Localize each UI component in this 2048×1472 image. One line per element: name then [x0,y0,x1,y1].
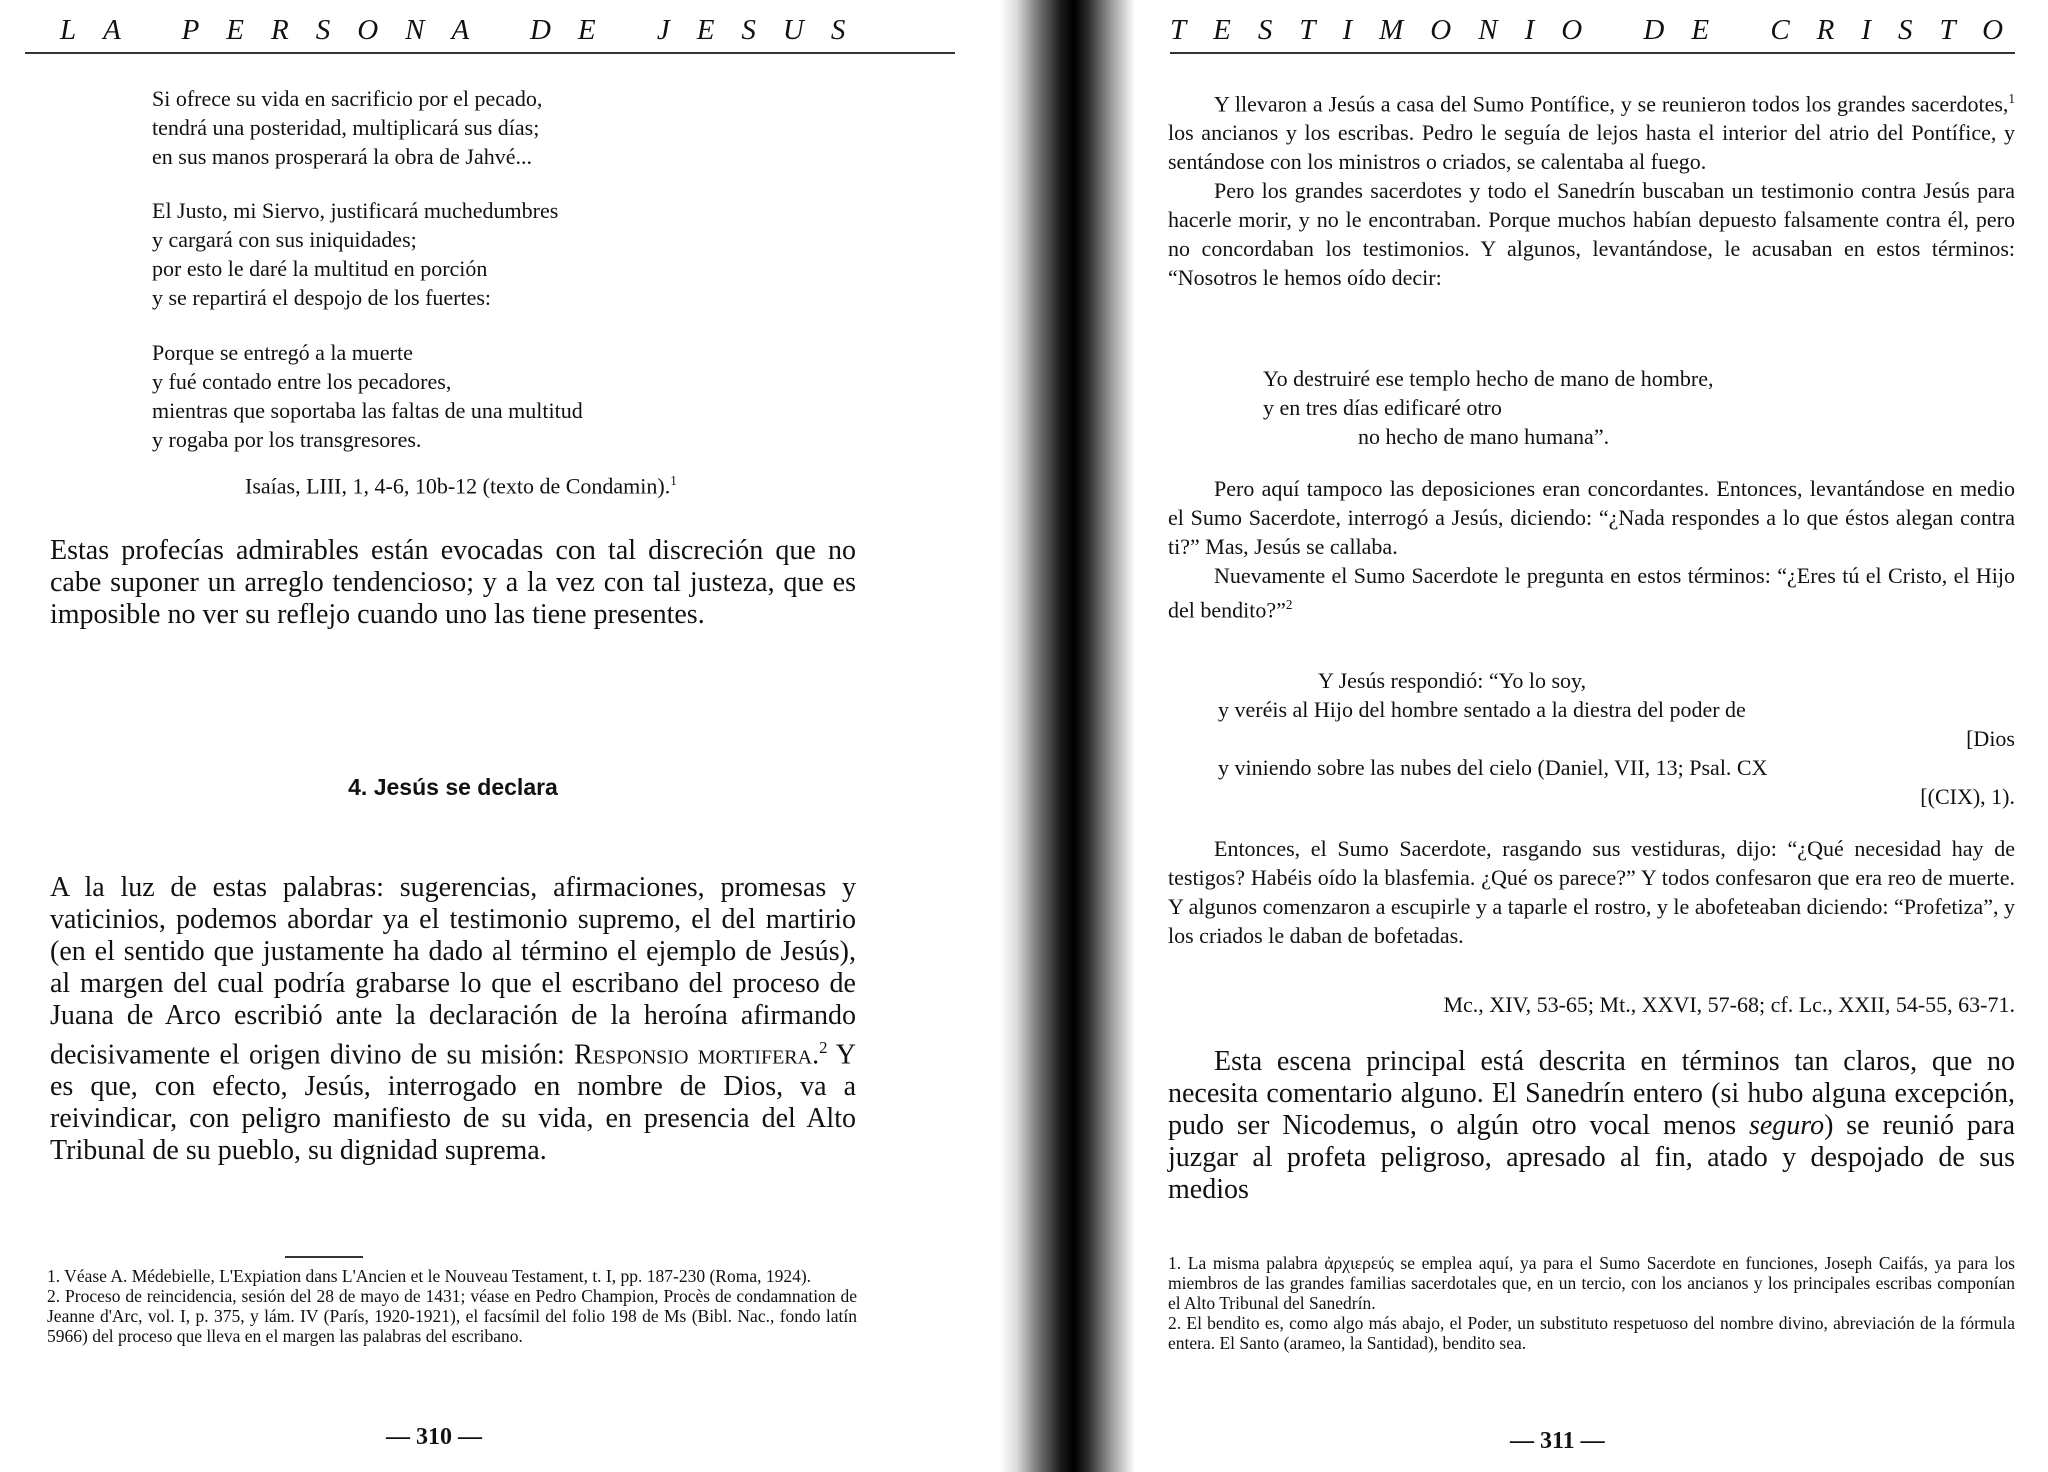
footnote-ref: 1 [2008,91,2015,106]
gospel-para-3: Pero aquí tampoco las deposiciones eran concordantes. Entonces, levantándose en medio el Sumo Sacerdote, interrogó a Jesús, diciendo: “¿Nada respondes a lo que éstos alegan contra ti?” Mas, Jesús se callaba. [1168,476,2015,559]
left-running-header: LA PERSONA DE JESUS [60,14,873,46]
left-footnotes [47,1266,857,1346]
footnote-1: 1. Véase A. Médebielle, L'Expiation dans L'Ancien et le Nouveau Testament, t. I, pp. 187-230 (Roma, 1924). [47,1266,812,1286]
temple-quote: Yo destruiré ese templo hecho de mano de hombre, y en tres días edificaré otro no hecho de mano humana”. [1263,366,1714,449]
right-page [1135,0,2048,1472]
jesus-answer-quote: Y Jesús respondió: “Yo lo soy, y veréis al Hijo del hombre sentado a la diestra del poder de [Dios y viniendo sobre las nubes del cielo (Daniel, VII, 13; Psal. CX [(CIX), 1). [1218,668,2015,809]
left-header-rule [25,52,955,54]
footnote-rule [285,1256,363,1258]
page-number-311: — 311 — [1510,1428,1605,1454]
footnote-ref: 2 [1285,597,1293,612]
poem-stanza-2 [152,196,558,312]
right-footnotes [1168,1253,2015,1353]
responsio-mortifera: Responsio mortifera. [574,1039,820,1071]
page-number-310: — 310 — [386,1424,482,1450]
gospel-passage [1168,84,2015,292]
poem-line: en sus manos prosperará la obra de Jahvé... [152,144,532,169]
paragraph-sanhedrin: Esta escena principal está descrita en términos tan claros, que no necesita comentario alguno. El Sanedrín entero (si hubo alguna excepción, pudo ser Nicodemus, o algún otro vocal menos seguro) se reunió para juzgar al profeta peligroso, apresado al fin, atado y despojado de sus medios [1168,1046,2015,1205]
poem-line: mientras que soportaba las faltas de una multitud [152,398,583,423]
book-gutter [1000,0,1135,1472]
footnote-ref: 1 [670,473,677,488]
gospel-para-2: Pero los grandes sacerdotes y todo el Sanedrín buscaban un testimonio contra Jesús para hacerle morir, y no le encontraban. Porque muchos habían depuesto falsamente contra él, pero no concordaban los testimonios. Y algunos, levantándose, le acusaban en estos términos: “Nosotros le hemos oído decir: [1168,178,2015,291]
poem-line: Si ofrece su vida en sacrificio por el pecado, [152,86,543,111]
left-page [0,0,1000,1472]
gospel-para-4: Nuevamente el Sumo Sacerdote le pregunta en estos términos: “¿Eres tú el Cristo, el Hijo del bendito?”$^2$ [1168,563,2015,623]
poem-line: y cargará con sus iniquidades; [152,227,417,252]
poem-line: y rogaba por los transgresores. [152,427,422,452]
gospel-passage-2 [1168,474,2015,624]
paragraph-testimony: A la luz de estas palabras: sugerencias, afirmaciones, promesas y vaticinios, podemos abordar ya el testimonio supremo, el del martirio (en el sentido que justamente ha dado al término el ejemplo de Jesús), al margen del cual podría grabarse lo que el escribano del proceso de Juana de Arco escribió ante la declaración de la heroína afirmando decisivamente el origen divino de su misión: Responsio mortifera.$^2$ Y es que, con efecto, Jesús, interrogado en nombre de Dios, va a reivindicar, con peligro manifiesto de su vida, en presencia del Alto Tribunal de su pueblo, su dignidad suprema. [50,872,856,1167]
poem-line: por esto le daré la multitud en porción [152,256,488,281]
right-header-rule [1170,52,2015,54]
paragraph-prophecies: Estas profecías admirables están evocadas con tal discreción que no cabe suponer un arreglo tendencioso; y a la vez con tal justeza, que es imposible no ver su reflejo cuando uno las tiene presentes. [50,535,856,630]
poem-line: El Justo, mi Siervo, justificará muchedumbres [152,198,559,223]
footnote-ref: 2 [819,1038,828,1057]
poem-stanza-1 [152,84,542,171]
isaiah-citation: Isaías, LIII, 1, 4-6, 10b-12 (texto de Condamin).$^1$ [245,473,677,499]
footnote-2: 2. El bendito es, como algo más abajo, el Poder, un substituto respetuoso del nombre divino, abreviación de la fórmula entera. El Santo (arameo, la Santidad), bendito sea. [1168,1313,2015,1353]
poem-line: Porque se entregó a la muerte [152,340,413,365]
poem-stanza-3 [152,338,583,454]
footnote-2: 2. Proceso de reincidencia, sesión del 28 de mayo de 1431; véase en Pedro Champion, Procès de condamnation de Jeanne d'Arc, vol. I, p. 375, y lám. IV (París, 1920-1921), el facsímil del folio 198 de Ms (Bibl. Nac., fondo latín 5966) del proceso que lleva en el margen las palabras del escribano. [47,1286,857,1346]
gospel-citation: Mc., XIV, 53-65; Mt., XXVI, 57-68; cf. Lc., XXII, 54-55, 63-71. [1443,992,2015,1017]
right-running-header: TESTIMONIO DE CRISTO [1170,14,2031,46]
poem-line: y fué contado entre los pecadores, [152,369,452,394]
gospel-para-1: Y llevaron a Jesús a casa del Sumo Pontífice, y se reunieron todos los grandes sacerdotes,$^1$ los ancianos y los escribas. Pedro le seguía de lejos hasta el interior del atrio del Pontífice, y sentándose con los ministros o criados, se calentaba al fuego. [1168,91,2015,175]
poem-line: y se repartirá el despojo de los fuertes: [152,285,492,310]
footnote-1: 1. La misma palabra ἀρχιερεύς se emplea aquí, ya para el Sumo Sacerdote en funciones, Joseph Caifás, ya para los miembros de las grandes familias sacerdotales que, en un tercio, con los ancianos y los principales escribas componían el Alto Tribunal del Sanedrín. [1168,1253,2015,1313]
section-title: 4. Jesús se declara [348,774,558,800]
gospel-para-5: Entonces, el Sumo Sacerdote, rasgando sus vestiduras, dijo: “¿Qué necesidad hay de testigos? Habéis oído la blasfemia. ¿Qué os parece?” Y todos confesaron que era reo de muerte. Y algunos comenzaron a escupirle y a taparle el rostro, y le abofeteaban diciendo: “Profetiza”, y los criados le daban de bofetadas. [1168,836,2015,948]
poem-line: tendrá una posteridad, multiplicará sus días; [152,115,540,140]
